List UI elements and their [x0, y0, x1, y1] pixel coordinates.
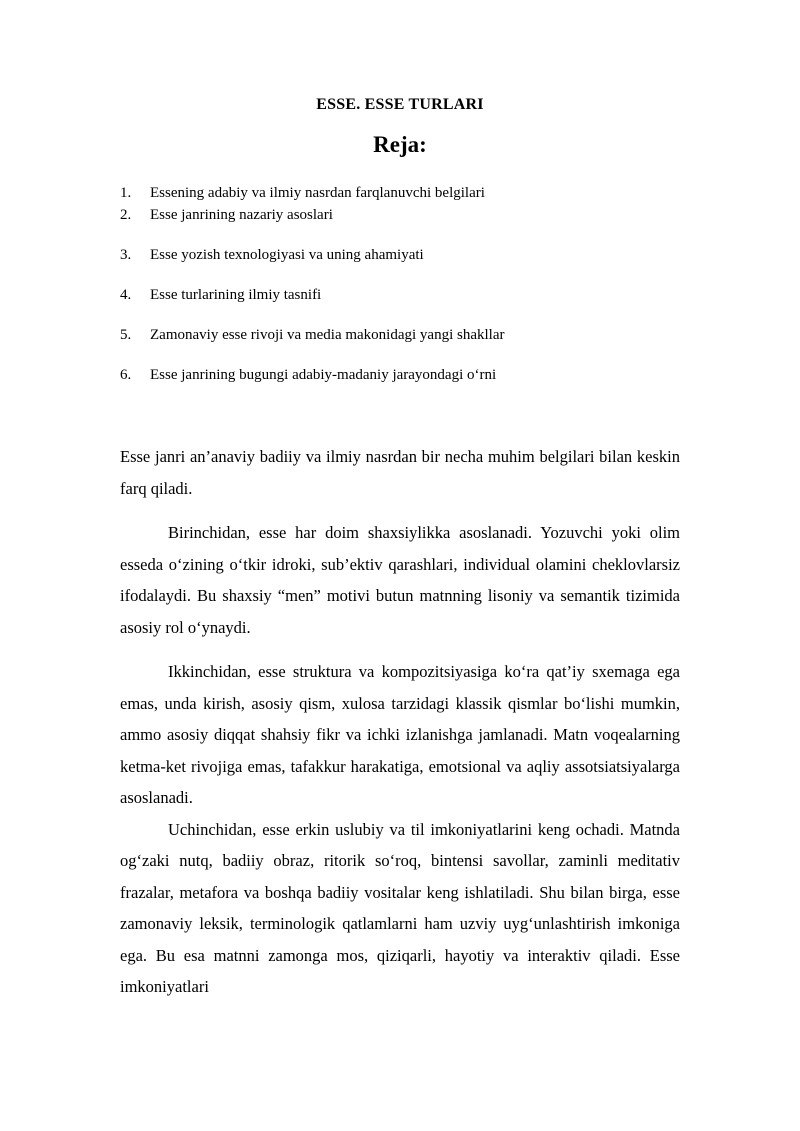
outline-item-text: Esse janrining nazariy asoslari: [150, 207, 333, 223]
outline-item-number: 1.: [120, 185, 132, 201]
outline-item-text: Esse turlarining ilmiy tasnifi: [150, 287, 322, 303]
outline-item-number: 6.: [120, 367, 132, 383]
outline-list: [120, 184, 680, 385]
plan-heading: Reja:: [373, 132, 427, 157]
outline-item-text: Essening adabiy va ilmiy nasrdan farqlanuvchi belgilari: [150, 185, 485, 201]
outline-item-number: 2.: [120, 207, 132, 223]
outline-item: [120, 246, 680, 265]
paragraph-uchinchidan: Uchinchidan, esse erkin uslubiy va til imkoniyatlarini keng ochadi. Matnda og‘zaki nutq, badiiy obraz, ritorik so‘roq, bintensi savollar, zaminli meditativ frazalar, metafora va boshqa badiiy vositalar keng ishlatiladi. Shu bilan birga, esse zamonaviy leksik, terminologik qatlamlarni ham uzviy uyg‘unlashtirish imkoniga ega. Bu esa matnni zamonga mos, qiziqarli, hayotiy va interaktiv qiladi. Esse imkoniyatlari: [120, 819, 680, 996]
outline-item-number: 5.: [120, 327, 132, 343]
paragraph-ikkinchidan: Ikkinchidan, esse struktura va kompozitsiyasiga ko‘ra qat’iy sxemaga ega emas, unda kirish, asosiy qism, xulosa tarzidagi klassik qismlar bo‘lishi mumkin, ammo asosiy diqqat shahsiy fikr va ichki izlanishga jamlanadi. Matn voqealarning ketma-ket rivojiga emas, tafakkur harakatiga, emotsional va aqliy assotsiatsiyalarga asoslanadi.: [120, 662, 680, 807]
outline-item: [120, 206, 680, 225]
document-title: ESSE. ESSE TURLARI: [316, 96, 484, 113]
paragraph-birinchidan: Birinchidan, esse har doim shaxsiylikka asoslanadi. Yozuvchi yoki olim esseda o‘zining o‘tkir idroki, sub’ektiv qarashlari, individual olamini cheklovlarsiz ifodalaydi. Bu shaxsiy “men” motivi butun matnning lisoniy va semantik tizimida asosiy rol o‘ynaydi.: [120, 523, 680, 637]
outline-item-text: Esse yozish texnologiyasi va uning ahamiyati: [150, 247, 424, 263]
outline-item: [120, 366, 680, 385]
outline-item: [120, 326, 680, 345]
outline-item-number: 3.: [120, 247, 132, 263]
paragraph-intro: Esse janri an’anaviy badiiy va ilmiy nasrdan bir necha muhim belgilari bilan keskin farq qiladi.: [120, 447, 680, 498]
outline-item: [120, 286, 680, 305]
outline-item-number: 4.: [120, 287, 132, 303]
outline-item-text: Esse janrining bugungi adabiy-madaniy jarayondagi o‘rni: [150, 367, 497, 383]
outline-item-text: Zamonaviy esse rivoji va media makonidagi yangi shakllar: [150, 327, 505, 343]
outline-item: [120, 184, 680, 203]
body-text: [120, 441, 680, 1003]
